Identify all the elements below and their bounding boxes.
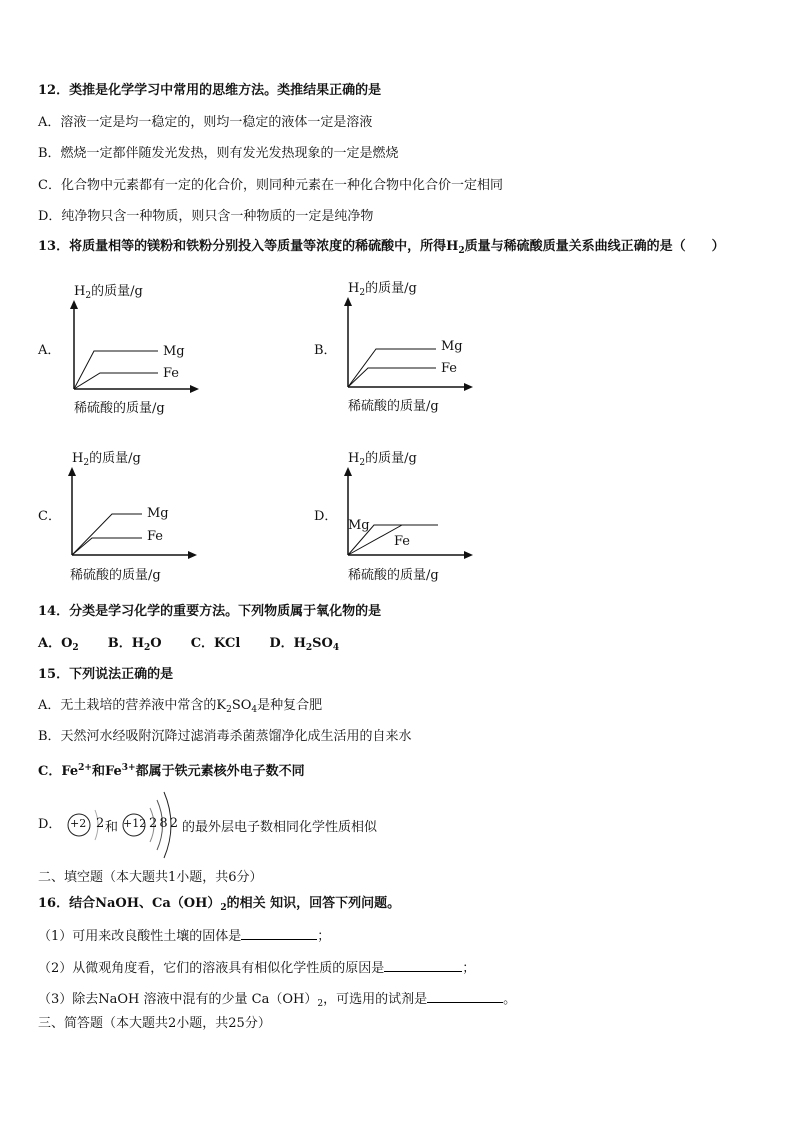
q12-option-c: C．化合物中元素都有一定的化合价，则同种元素在一种化合物中化合价一定相同 (38, 178, 503, 193)
graph-c-x-arrow (188, 551, 197, 559)
q15-option-d-diagram (64, 786, 444, 866)
q15-stem: 15．下列说法正确的是 (38, 667, 174, 682)
graph-a-fe-label: Fe (163, 366, 180, 381)
section-3-heading: 三、简答题（本大题共2小题，共25分） (38, 1016, 271, 1031)
graph-c-y-arrow (68, 467, 76, 476)
q14-option-b: B．$H_2O$ (107, 636, 162, 653)
q13-option-d-label: D． (314, 509, 338, 524)
q13-stem (38, 238, 725, 260)
atom1-nucleus: +2 (70, 817, 87, 830)
q13-option-c-label: C． (38, 509, 61, 524)
graph-d-ylabel: $H_2$的质量/g (348, 451, 417, 468)
graph-b-xlabel: 稀硫酸的质量/g (348, 399, 439, 414)
graph-d-y-arrow (344, 467, 352, 476)
graph-a (60, 278, 210, 422)
graph-c-ylabel: $H_2$的质量/g (72, 451, 141, 468)
q16-blank-2[interactable] (384, 958, 462, 972)
q15-option-d-text: 的最外层电子数相同化学性质相似 (182, 820, 378, 835)
graph-c-fe-line (72, 538, 142, 555)
graph-d-xlabel: 稀硫酸的质量/g (348, 568, 439, 583)
q12-option-d: D．纯净物只含一种物质，则只含一种物质的一定是纯净物 (38, 209, 374, 224)
section-2-heading: 二、填空题（本大题共1小题，共6分） (38, 870, 263, 885)
q16-part-1: （1）可用来改良酸性土壤的固体是 ； (38, 926, 330, 946)
q16-blank-3[interactable] (427, 989, 503, 1003)
graph-d-fe-label: Fe (394, 534, 411, 549)
graph-d-mg-label: Mg (348, 518, 370, 533)
q14-option-c: C．KCl (190, 636, 241, 651)
atom1-shell: 2 (96, 816, 105, 831)
q13-stem-sub: 2 (458, 246, 465, 256)
graph-a-mg-label: Mg (163, 344, 185, 359)
graph-c-fe-label: Fe (147, 529, 164, 544)
q12-option-b: B．燃烧一定都伴随发光发热，则有发光发热现象的一定是燃烧 (38, 146, 399, 161)
graph-b-x-arrow (464, 383, 473, 391)
q14-option-a: A．$O_2$ (38, 636, 79, 653)
q13-option-b-label: B． (314, 343, 337, 358)
q16-part-3: （3）除去NaOH 溶液中混有的少量 $Ca(OH)_2$，可选用的试剂是 。 (38, 989, 516, 1013)
graph-c-xlabel: 稀硫酸的质量/g (70, 568, 161, 583)
graph-a-xlabel: 稀硫酸的质量/g (74, 401, 165, 416)
graph-a-ylabel: $H_2$的质量/g (74, 284, 143, 301)
graph-b-mg-label: Mg (441, 339, 463, 354)
graph-a-mg-line (74, 351, 158, 389)
q16-stem: 16．结合NaOH、$Ca(OH)_2$的相关 知识，回答下列问题。 (38, 896, 401, 913)
graph-b (334, 275, 484, 419)
graph-b-fe-label: Fe (441, 361, 458, 376)
q14-stem: 14．分类是学习化学的重要方法。下列物质属于氧化物的是 (38, 604, 382, 619)
q15-option-d-label: D． (38, 817, 62, 832)
graph-d (334, 445, 484, 589)
q14-option-d: D．$H_2SO_4$ (269, 636, 340, 653)
graph-a-fe-line (74, 373, 158, 389)
graph-c (58, 445, 208, 589)
q13-stem-text: 13．将质量相等的镁粉和铁粉分别投入等质量等浓度的稀硫酸中，所得H (38, 239, 459, 254)
q15-option-a: A．无土栽培的营养液中常含的$K_2SO_4$是种复合肥 (38, 698, 323, 715)
atom2-shells: 2 8 2 (149, 816, 179, 831)
q16-blank-1[interactable] (241, 926, 317, 940)
graph-c-mg-label: Mg (147, 506, 169, 521)
graph-b-ylabel: $H_2$的质量/g (348, 281, 417, 298)
graph-d-x-arrow (464, 551, 473, 559)
q16-part-2: （2）从微观角度看，它们的溶液具有相似化学性质的原因是 ； (38, 958, 475, 978)
q12-stem: 12．类推是化学学习中常用的思维方法。类推结果正确的是 (38, 83, 382, 98)
graph-b-fe-line (348, 368, 436, 387)
graph-b-y-arrow (344, 297, 352, 306)
q15-option-c: C．$Fe^{2+}$和$Fe^{3+}$都属于铁元素核外电子数不同 (38, 763, 305, 779)
q13-stem-text-2: 质量与稀硫酸质量关系曲线正确的是（ ） (464, 239, 725, 254)
q12-option-a: A．溶液一定是均一稳定的，则均一稳定的液体一定是溶液 (38, 115, 373, 130)
atom2-nucleus: +12 (123, 817, 147, 830)
graph-a-x-arrow (190, 385, 199, 393)
graph-c-mg-line (72, 514, 142, 555)
q13-option-a-label: A． (38, 343, 61, 358)
and-text: 和 (105, 820, 119, 835)
graph-a-y-arrow (70, 300, 78, 309)
q14-options (38, 635, 339, 657)
q15-option-b: B．天然河水经吸附沉降过滤消毒杀菌蒸馏净化成生活用的自来水 (38, 729, 412, 744)
